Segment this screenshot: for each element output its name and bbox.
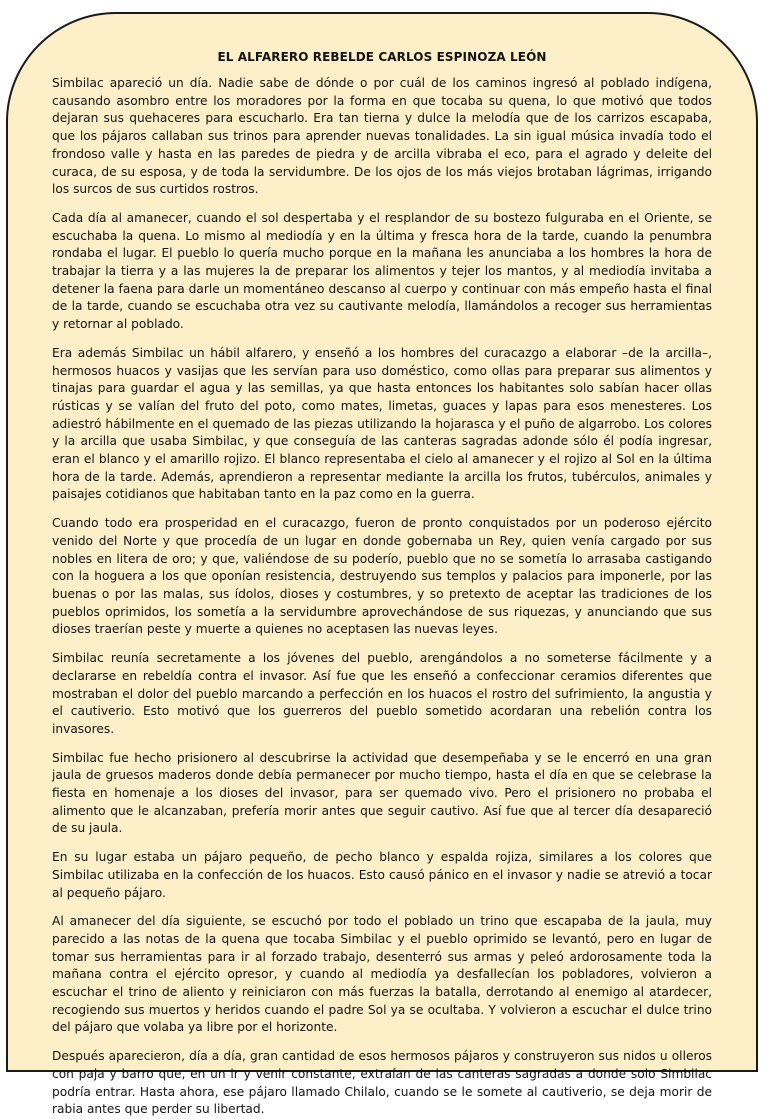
paragraph-8: Al amanecer del día siguiente, se escuchó por todo el poblado un trino que escapaba de la jaula, muy parecido a las notas de la quena que tocaba Simbilac y el pueblo oprimido se levantó, pero en lugar de tomar sus herramientas para ir al forzado trabajo, desenterró sus armas y peleó ardorosamente toda la mañana contra el ejército opresor, y cuando al mediodía ya desfallecían los pobladores, volvieron a escuchar el trino de aliento y reiniciaron con más fuerzas la batalla, derrotando al enemigo al atardecer, recogiendo sus muertos y heridos cuando el padre Sol ya se ocultaba. Y volvieron a escuchar el dulce trino del pájaro que volaba ya libre por el horizonte. xyxy=(52,914,712,1035)
story-title: EL ALFARERO REBELDE CARLOS ESPINOZA LEÓN xyxy=(217,50,547,64)
paragraph-4: Cuando todo era prosperidad en el curacazgo, fueron de pronto conquistados por un poderoso ejército venido del Norte y que procedía de un lugar en donde gobernaba un Rey, quien venía cargado por sus nobles en litera de oro; y que, valiéndose de su poderío, pueblo que no se sometía lo arrasaba castigando con la hoguera a los que oponían resistencia, destruyendo sus templos y palacios para imponerle, por las buenas o por las malas, sus ídolos, dioses y costumbres, y so pretexto de aceptar las tradiciones de los pueblos oprimidos, los sometía a la servidumbre aprovechándose de sus riquezas, y anunciando que sus dioses traerían peste y muerte a quienes no aceptasen las nuevas leyes. xyxy=(52,516,712,637)
paragraph-6: Simbilac fue hecho prisionero al descubrirse la actividad que desempeñaba y se le encerró en una gran jaula de gruesos maderos donde debía permanecer por mucho tiempo, hasta el día en que se celebrase la fiesta en homenaje a los dioses del invasor, para ser quemado vivo. Pero el prisionero no probaba el alimento que le alcanzaban, prefería morir antes que seguir cautivo. Así fue que al tercer día desapareció de su jaula. xyxy=(52,750,712,836)
paragraph-2: Cada día al amanecer, cuando el sol despertaba y el resplandor de su bostezo fulguraba en el Oriente, se escuchaba la quena. Lo mismo al mediodía y en la última y fresca hora de la tarde, cuando la penumbra rondaba el lugar. El pueblo lo quería mucho porque en la mañana les anunciaba a los hombres la hora de trabajar la tierra y a las mujeres la de preparar los alimentos y tejer los mantos, y al mediodía invitaba a detener la faena para darle un momentáneo descanso al cuerpo y continuar con más empeño hasta el final de la tarde, cuando se escuchaba otra vez su cautivante melodía, llamándolos a recoger sus herramientas y retornar al poblado. xyxy=(52,210,712,332)
paragraph-5: Simbilac reunía secretamente a los jóvenes del pueblo, arengándolos a no someterse fácilmente y a declararse en rebeldía contra el invasor. Así fue que les enseñó a confeccionar ceramios diferentes que mostraban el dolor del pueblo marcando a perfección en los huacos el rostro del sufrimiento, la angustia y el cautiverio. Esto motivó que los guerreros del pueblo sometido acordaran una rebelión contra los invasores. xyxy=(52,651,712,736)
story-card xyxy=(6,12,758,1117)
paragraph-3: Era además Simbilac un hábil alfarero, y enseñó a los hombres del curacazgo a elaborar –de la arcilla–, hermosos huacos y vasijas que les servían para uso doméstico, como ollas para preparar sus alimentos y tinajas para guardar el agua y las semillas, ya que hasta entonces los habitantes solo sabían hacer ollas rústicas y se valían del fruto del poto, como mates, limetas, guaces y lapas para esos menesteres. Los adiestró hábilmente en el quemado de las piezas utilizando la hojarasca y el puño de algarrobo. Los colores y la arcilla que usaba Simbilac, y que conseguía de las canteras sagradas adonde sólo él podía ingresar, eran el blanco y el amarillo rojizo. El blanco representaba el cielo al amanecer y el rojizo al Sol en la última hora de la tarde. Además, aprendieron a representar mediante la arcilla los frutos, tubérculos, animales y paisajes cotidianos que habitaban tanto en la paz como en la guerra. xyxy=(52,345,712,502)
paragraph-9: Después aparecieron, día a día, gran cantidad de esos hermosos pájaros y construyeron sus nidos u olleros con paja y barro que, en un ir y venir constante, extraían de las canteras sagradas a donde solo Simbilac podría entrar. Hasta ahora, ese pájaro llamado Chilalo, cuando se le somete al cautiverio, se deja morir de rabia antes que perder su libertad. xyxy=(52,1049,712,1117)
paragraph-7: En su lugar estaba un pájaro pequeño, de pecho blanco y espalda rojiza, similares a los colores que Simbilac utilizaba en la confección de los huacos. Esto causó pánico en el invasor y nadie se atrevió a tocar al pequeño pájaro. xyxy=(52,850,712,900)
paragraph-1: Simbilac apareció un día. Nadie sabe de dónde o por cuál de los caminos ingresó al poblado indígena, causando asombro entre los moradores por la forma en que tocaba su quena, lo que motivó que todos dejaran sus quehaceres para escucharlo. Era tan tierna y dulce la melodía que de los carrizos escapaba, que los pájaros callaban sus trinos para aprender nuevas tonalidades. La sin igual música invadía todo el frondoso valle y hasta en las paredes de piedra y de arcilla vibraba el eco, para el agrado y deleite del curaca, de su esposa, y de toda la servidumbre. De los ojos de los más viejos brotaban lágrimas, irrigando los surcos de sus curtidos rostros. xyxy=(52,76,712,197)
